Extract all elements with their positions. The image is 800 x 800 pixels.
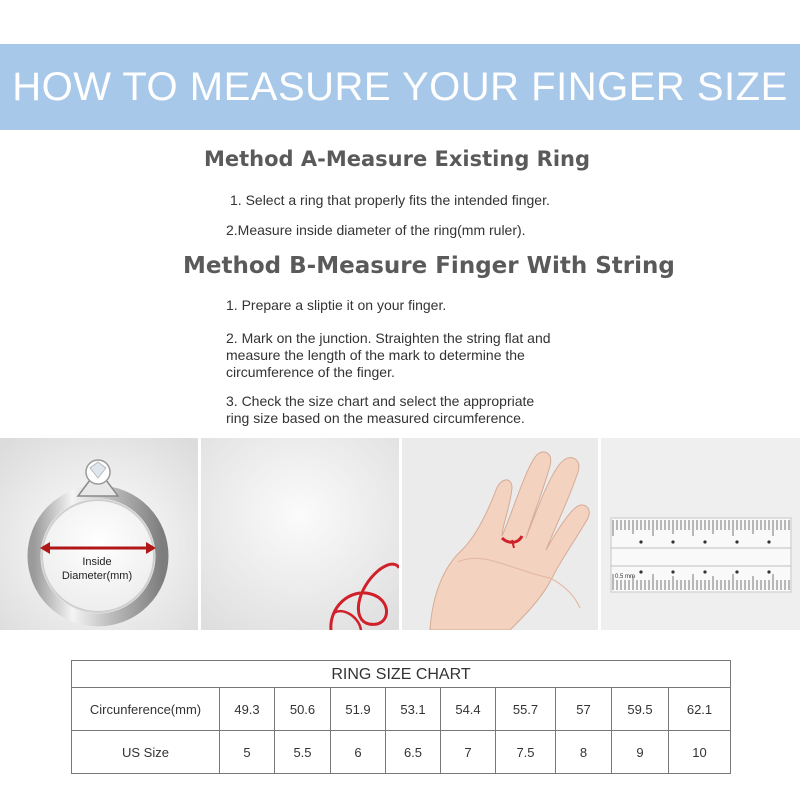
table-cell: 51.9 <box>331 688 386 730</box>
method-b-step-3-line-1: 3. Check the size chart and select the appropriate <box>226 393 535 409</box>
method-b-step-2-line-1: 2. Mark on the junction. Straighten the string flat and <box>226 330 551 346</box>
method-b-step-2-line-3: circumference of the finger. <box>226 364 395 380</box>
ring-photo <box>0 438 198 630</box>
table-cell: 54.4 <box>441 688 496 730</box>
size-chart-title: RING SIZE CHART <box>72 661 730 688</box>
table-cell: 7 <box>441 731 496 774</box>
table-cell: 6 <box>331 731 386 774</box>
method-b-step-3 <box>226 393 534 427</box>
ruler-label: 0.5 mm <box>615 574 636 580</box>
table-cell: 59.5 <box>612 688 669 730</box>
table-cell: 10 <box>692 745 707 760</box>
table-cell: 49.3 <box>220 688 275 730</box>
row-header: Circunference(mm) <box>72 688 220 730</box>
ring-size-chart <box>71 660 731 774</box>
top-margin <box>0 0 800 44</box>
ring-label-line-2: Diameter(mm) <box>61 570 133 582</box>
us-size-row <box>72 731 730 774</box>
method-b-step-1 <box>226 297 446 314</box>
table-cell: 6.5 <box>386 731 441 774</box>
page-title: HOW TO MEASURE YOUR FINGER SIZE <box>12 64 788 109</box>
string-photo <box>201 438 399 630</box>
method-b-step-3-line-2: ring size based on the measured circumference. <box>226 410 525 426</box>
photo-strip <box>0 438 800 630</box>
table-cell: 8 <box>556 731 612 774</box>
table-cell: 5 <box>220 731 275 774</box>
table-cell: 53.1 <box>386 688 441 730</box>
ruler-photo <box>601 438 800 630</box>
table-cell: 62.1 <box>686 701 713 717</box>
table-cell: 57 <box>556 688 612 730</box>
row-header: US Size <box>72 731 220 774</box>
method-a-step-2: 2.Measure inside diameter of the ring(mm ruler). <box>226 222 526 238</box>
hand-photo <box>402 438 598 630</box>
title-banner <box>0 44 800 130</box>
table-cell: 9 <box>612 731 669 774</box>
method-b-title: Method B-Measure Finger With String <box>183 253 675 279</box>
method-a-title: Method A-Measure Existing Ring <box>204 147 591 171</box>
method-b-step-1-line-1: 1. Prepare a sliptie it on your finger. <box>226 297 447 313</box>
table-cell: 5.5 <box>275 731 331 774</box>
table-cell: 50.6 <box>275 688 331 730</box>
method-b-step-2 <box>226 330 551 381</box>
ring-label-line-1: Inside <box>82 556 112 568</box>
method-a-step-1: 1. Select a ring that properly fits the intended finger. <box>230 192 550 208</box>
circumference-row <box>72 688 730 731</box>
table-cell: 55.7 <box>496 688 556 730</box>
table-cell: 7.5 <box>496 731 556 774</box>
method-b-step-2-line-2: measure the length of the mark to determine the <box>226 347 525 363</box>
